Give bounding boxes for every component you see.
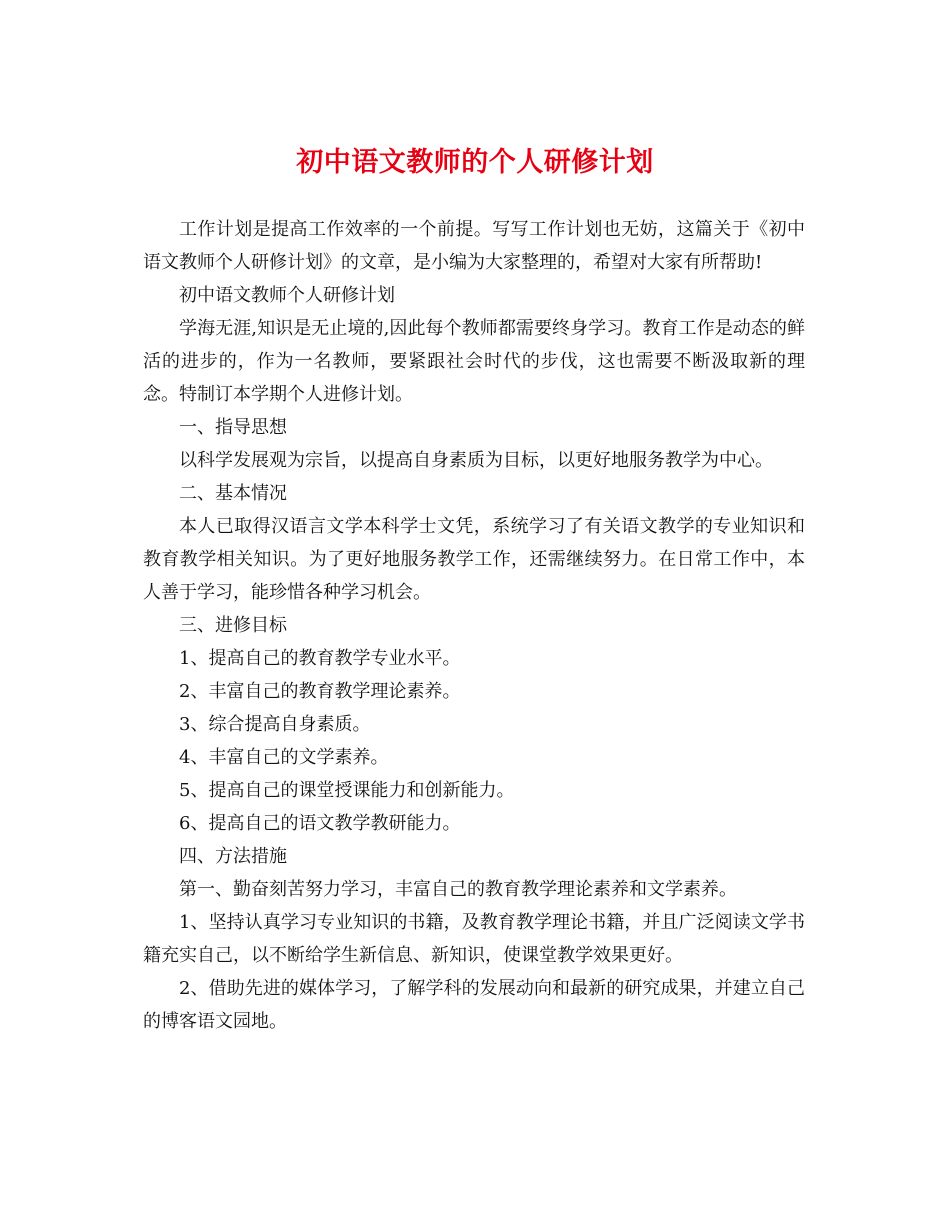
section-heading-goals: 三、进修目标 (179, 615, 287, 636)
section-heading-basic-situation: 二、基本情况 (179, 483, 287, 504)
list-item-goal-3: 3、综合提高自身素质。 (179, 714, 371, 735)
list-item-goal-4: 4、丰富自己的文学素养。 (179, 747, 389, 768)
document-body (143, 213, 805, 1038)
list-item-method-1: 1、坚持认真学习专业知识的书籍，及教育教学理论书籍，并且广泛阅读文学书籍充实自己，以不断给学生新信息、新知识，使课堂教学效果更好。 (143, 912, 805, 966)
list-item-goal-5: 5、提高自己的课堂授课能力和创新能力。 (179, 780, 515, 801)
list-item-method-2: 2、借助先进的媒体学习，了解学科的发展动向和最新的研究成果，并建立自己的博客语文园地。 (143, 978, 805, 1032)
paragraph-methods-first: 第一、勤奋刻苦努力学习，丰富自己的教育教学理论素养和文学素养。 (179, 879, 737, 900)
list-item-goal-1: 1、提高自己的教育教学专业水平。 (179, 648, 461, 669)
paragraph-guiding-thought: 以科学发展观为宗旨，以提高自身素质为目标，以更好地服务教学为中心。 (179, 450, 773, 471)
document-title: 初中语文教师的个人研修计划 (296, 147, 654, 178)
section-heading-methods: 四、方法措施 (179, 846, 287, 867)
paragraph-basic-situation: 本人已取得汉语言文学本科学士文凭，系统学习了有关语文教学的专业知识和教育教学相关知识。为了更好地服务教学工作，还需继续努力。在日常工作中，本人善于学习，能珍惜各种学习机会。 (143, 516, 805, 603)
paragraph-preface: 学海无涯,知识是无止境的,因此每个教师都需要终身学习。教育工作是动态的鲜活的进步的，作为一名教师，要紧跟社会时代的步伐，这也需要不断汲取新的理念。特制订本学期个人进修计划。 (143, 318, 805, 405)
list-item-goal-2: 2、丰富自己的教育教学理论素养。 (179, 681, 461, 702)
paragraph-intro: 工作计划是提高工作效率的一个前提。写写工作计划也无妨，这篇关于《初中语文教师个人研修计划》的文章，是小编为大家整理的，希望对大家有所帮助! (143, 219, 805, 273)
paragraph-subtitle: 初中语文教师个人研修计划 (179, 285, 395, 306)
section-heading-guiding-thought: 一、指导思想 (179, 417, 287, 438)
list-item-goal-6: 6、提高自己的语文教学教研能力。 (179, 813, 461, 834)
